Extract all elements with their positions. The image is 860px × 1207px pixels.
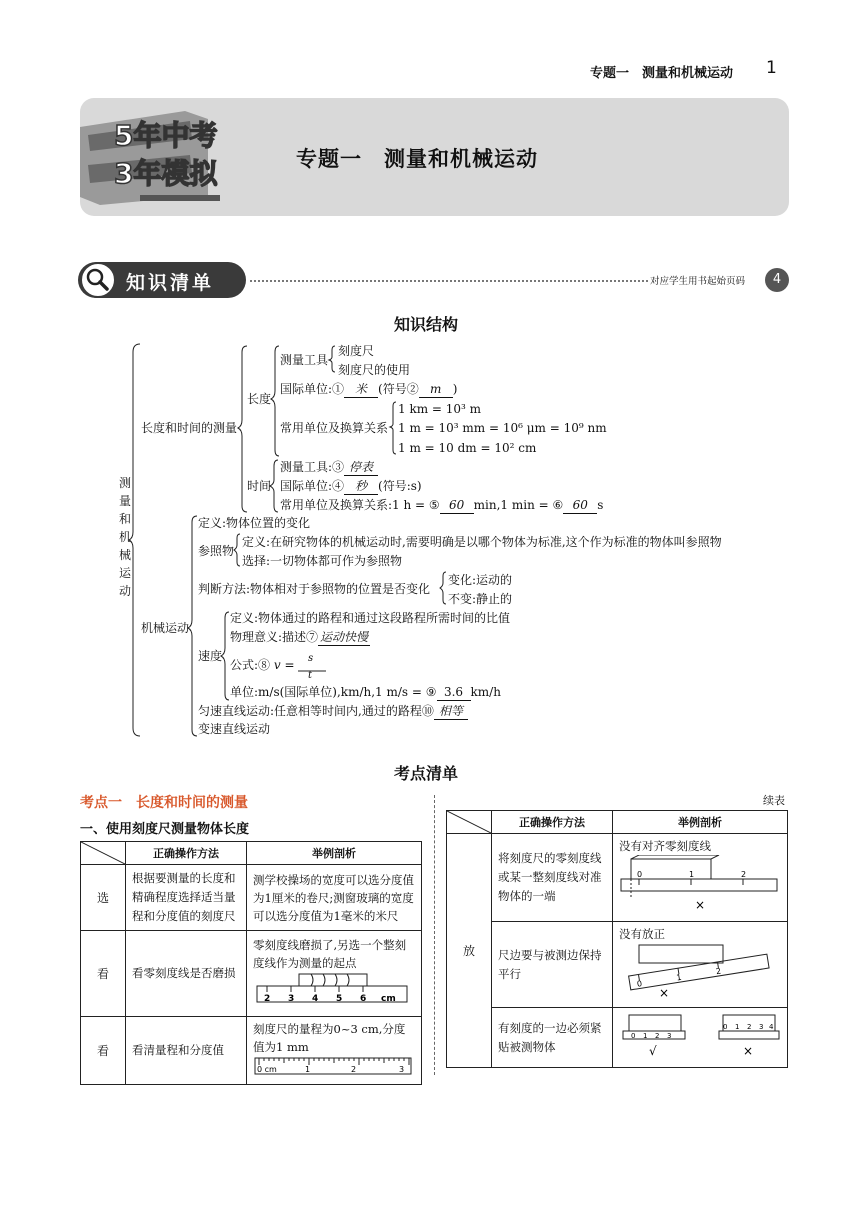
table-row bbox=[447, 1008, 788, 1068]
row-method: 看清量程和分度值 bbox=[126, 1017, 247, 1085]
ruler-label: 3 bbox=[399, 1065, 405, 1074]
ruler-label: 3 bbox=[288, 994, 295, 1004]
row-example bbox=[613, 922, 788, 1008]
row-method: 看零刻度线是否磨损 bbox=[126, 931, 247, 1017]
ruler-label: 0 cm bbox=[257, 1065, 277, 1074]
ruler-label: 3 bbox=[759, 1023, 764, 1031]
example-text: 零刻度线磨损了,另选一个整刻度线作为测量的起点 bbox=[253, 938, 407, 970]
ruler-label: 2 bbox=[655, 1032, 660, 1040]
tree-uniform: 匀速直线运动:任意相等时间内,通过的路程⑩ 相等 bbox=[198, 703, 468, 720]
magnifier-icon bbox=[80, 262, 116, 298]
answer-blank: m bbox=[419, 381, 453, 398]
ruler-label: 2 bbox=[351, 1065, 357, 1074]
tree-speed: 速度 bbox=[198, 649, 223, 663]
answer-blank: 停表 bbox=[344, 459, 378, 476]
ruler-label: 0 bbox=[631, 1032, 636, 1040]
ruler-label: 4 bbox=[769, 1023, 774, 1031]
table-row bbox=[81, 1017, 422, 1085]
example-text: 没有对齐零刻度线 bbox=[619, 839, 711, 853]
ruler-label: 5 bbox=[336, 994, 343, 1004]
col-method-header: 正确操作方法 bbox=[126, 842, 247, 865]
formula-numerator: s bbox=[308, 653, 314, 664]
tree-si-unit: 国际单位:① 米 (符号② m ) bbox=[280, 382, 458, 396]
ruler-label: 1 bbox=[305, 1065, 311, 1074]
tree-variable: 变速直线运动 bbox=[198, 722, 271, 736]
table-row bbox=[81, 865, 422, 931]
row-example bbox=[613, 834, 788, 922]
continued-label: 续表 bbox=[763, 794, 785, 807]
tree-speed-formula: 公式:⑧ v = bbox=[230, 658, 295, 672]
ruler-label: 0 bbox=[723, 1023, 728, 1031]
ref-page-badge: 4 bbox=[765, 268, 789, 292]
ruler-label: 0 bbox=[636, 979, 643, 989]
corner-cell bbox=[447, 811, 492, 834]
answer-blank: 米 bbox=[344, 381, 378, 398]
row-action: 放 bbox=[447, 834, 492, 1068]
example-text: 没有放正 bbox=[619, 927, 665, 941]
ruler-label: 1 bbox=[643, 1032, 648, 1040]
right-table bbox=[446, 810, 788, 1068]
tree-length: 长度 bbox=[247, 392, 272, 406]
tree-conv-1: 1 km = 10³ m bbox=[398, 402, 482, 416]
tree-tool-item-2: 刻度尺的使用 bbox=[338, 363, 411, 377]
tree-time: 时间 bbox=[247, 479, 272, 493]
tree-ref-def: 定义:在研究物体的机械运动时,需要明确是以哪个物体为标准,这个作为标准的物体叫参照物 bbox=[242, 535, 722, 549]
chapter-title: 专题一 测量和机械运动 bbox=[296, 147, 538, 171]
answer-blank: 60 bbox=[440, 497, 474, 514]
book-logo bbox=[80, 105, 240, 210]
ruler-label: 2 bbox=[715, 966, 722, 977]
row-action: 看 bbox=[81, 1017, 126, 1085]
row-example bbox=[247, 1017, 422, 1085]
table-row bbox=[81, 931, 422, 1017]
range-ruler-figure bbox=[253, 1056, 415, 1076]
ruler-label: 2 bbox=[264, 994, 271, 1004]
row-example: 测学校操场的宽度可以选分度值为1厘米的卷尺;测窗玻璃的宽度可以选分度值为1毫米的米尺 bbox=[247, 865, 422, 931]
ruler-label: 2 bbox=[747, 1023, 752, 1031]
kaodian-title: 考点一 长度和时间的测量 bbox=[80, 795, 248, 811]
answer-blank: 60 bbox=[563, 497, 597, 514]
answer-blank: 运动快慢 bbox=[320, 630, 369, 644]
col-example-header: 举例剖析 bbox=[613, 811, 788, 834]
tree-root: 测量和机械运动 bbox=[118, 476, 131, 598]
tree-judge-b: 不变:静止的 bbox=[448, 592, 513, 606]
tree-speed-unit: 单位:m/s(国际单位),km/h,1 m/s = ⑨ 3.6 km/h bbox=[230, 685, 501, 699]
left-table bbox=[80, 841, 422, 1085]
worn-ruler-figure bbox=[253, 972, 415, 1006]
example-text: 刻度尺的量程为0~3 cm,分度值为1 mm bbox=[253, 1022, 406, 1054]
column-divider bbox=[434, 795, 435, 1075]
row-action: 看 bbox=[81, 931, 126, 1017]
col-method-header: 正确操作方法 bbox=[492, 811, 613, 834]
ruler-label: 0 bbox=[637, 870, 643, 879]
ruler-label: 1 bbox=[735, 1023, 740, 1031]
tree-time-si: 国际单位:④ 秒 (符号:s) bbox=[280, 479, 422, 493]
page-number: 1 bbox=[766, 58, 777, 78]
tree-speed-def: 定义:物体通过的路程和通过这段路程所需时间的比值 bbox=[230, 611, 511, 625]
row-example bbox=[247, 931, 422, 1017]
answer-blank: 秒 bbox=[344, 478, 378, 495]
misaligned-ruler-figure bbox=[619, 855, 781, 913]
formula-denominator: t bbox=[308, 670, 313, 681]
ruler-label: 3 bbox=[667, 1032, 672, 1040]
tree-speed-phys: 物理意义:描述⑦ 运动快慢 bbox=[230, 630, 369, 644]
wrong-mark: × bbox=[659, 986, 670, 999]
tree-ref-select: 选择:一切物体都可作为参照物 bbox=[242, 554, 403, 568]
row-method: 将刻度尺的零刻度线或某一整刻度线对准物体的一端 bbox=[492, 834, 613, 922]
tree-tool-item-1: 刻度尺 bbox=[338, 344, 375, 358]
logo-line-2: 3年模拟 bbox=[114, 157, 218, 190]
row-method: 尺边要与被测边保持平行 bbox=[492, 922, 613, 1008]
section-title: 知识清单 bbox=[126, 272, 215, 294]
answer-blank: 相等 bbox=[434, 703, 468, 720]
answer-blank: 3.6 bbox=[437, 684, 471, 701]
table-row bbox=[447, 922, 788, 1008]
tree-tool: 测量工具 bbox=[280, 353, 329, 367]
ruler-label: cm bbox=[381, 994, 396, 1004]
row-example bbox=[613, 1008, 788, 1068]
edge-contact-figure bbox=[619, 1011, 781, 1059]
row-method: 根据要测量的长度和精确程度选择适当量程和分度值的刻度尺 bbox=[126, 865, 247, 931]
row-action: 选 bbox=[81, 865, 126, 931]
ruler-label: 2 bbox=[741, 870, 747, 879]
tree-branch-motion: 机械运动 bbox=[141, 621, 190, 635]
tree-time-conv: 常用单位及换算关系:1 h = ⑤ 60 min,1 min = ⑥ 60 s bbox=[280, 498, 604, 512]
tree-reference: 参照物 bbox=[198, 544, 235, 558]
corner-cell bbox=[81, 842, 126, 865]
ruler-label: 6 bbox=[360, 994, 367, 1004]
running-title: 专题一 测量和机械运动 bbox=[590, 66, 734, 81]
checklist-heading: 考点清单 bbox=[394, 764, 459, 783]
tree-judge: 判断方法:物体相对于参照物的位置是否变化 bbox=[198, 582, 431, 596]
tilted-ruler-figure bbox=[619, 943, 781, 999]
sub1-title: 一、使用刻度尺测量物体长度 bbox=[80, 822, 250, 837]
dotted-leader bbox=[250, 280, 648, 282]
tree-branch-length-time: 长度和时间的测量 bbox=[141, 421, 238, 435]
table-row bbox=[447, 834, 788, 922]
tree-judge-a: 变化:运动的 bbox=[448, 573, 513, 587]
tree-conv-2: 1 m = 10³ mm = 10⁶ μm = 10⁹ nm bbox=[398, 421, 607, 435]
tree-motion-def: 定义:物体位置的变化 bbox=[198, 516, 311, 530]
ruler-label: 1 bbox=[689, 870, 695, 879]
knowledge-heading: 知识结构 bbox=[394, 315, 459, 334]
row-method: 有刻度的一边必须紧贴被测物体 bbox=[492, 1008, 613, 1068]
correct-mark: √ bbox=[649, 1044, 657, 1058]
ruler-label: 4 bbox=[312, 994, 319, 1004]
ref-label: 对应学生用书起始页码 bbox=[650, 276, 746, 287]
logo-line-1: 5年中考 bbox=[114, 119, 218, 152]
wrong-mark: × bbox=[695, 898, 706, 912]
tree-time-tool: 测量工具:③ 停表 bbox=[280, 459, 378, 476]
tree-common-units: 常用单位及换算关系 bbox=[280, 421, 389, 435]
wrong-mark: × bbox=[743, 1044, 754, 1058]
col-example-header: 举例剖析 bbox=[247, 842, 422, 865]
ruler-label: 1 bbox=[675, 972, 683, 983]
tree-conv-3: 1 m = 10 dm = 10² cm bbox=[398, 441, 537, 455]
